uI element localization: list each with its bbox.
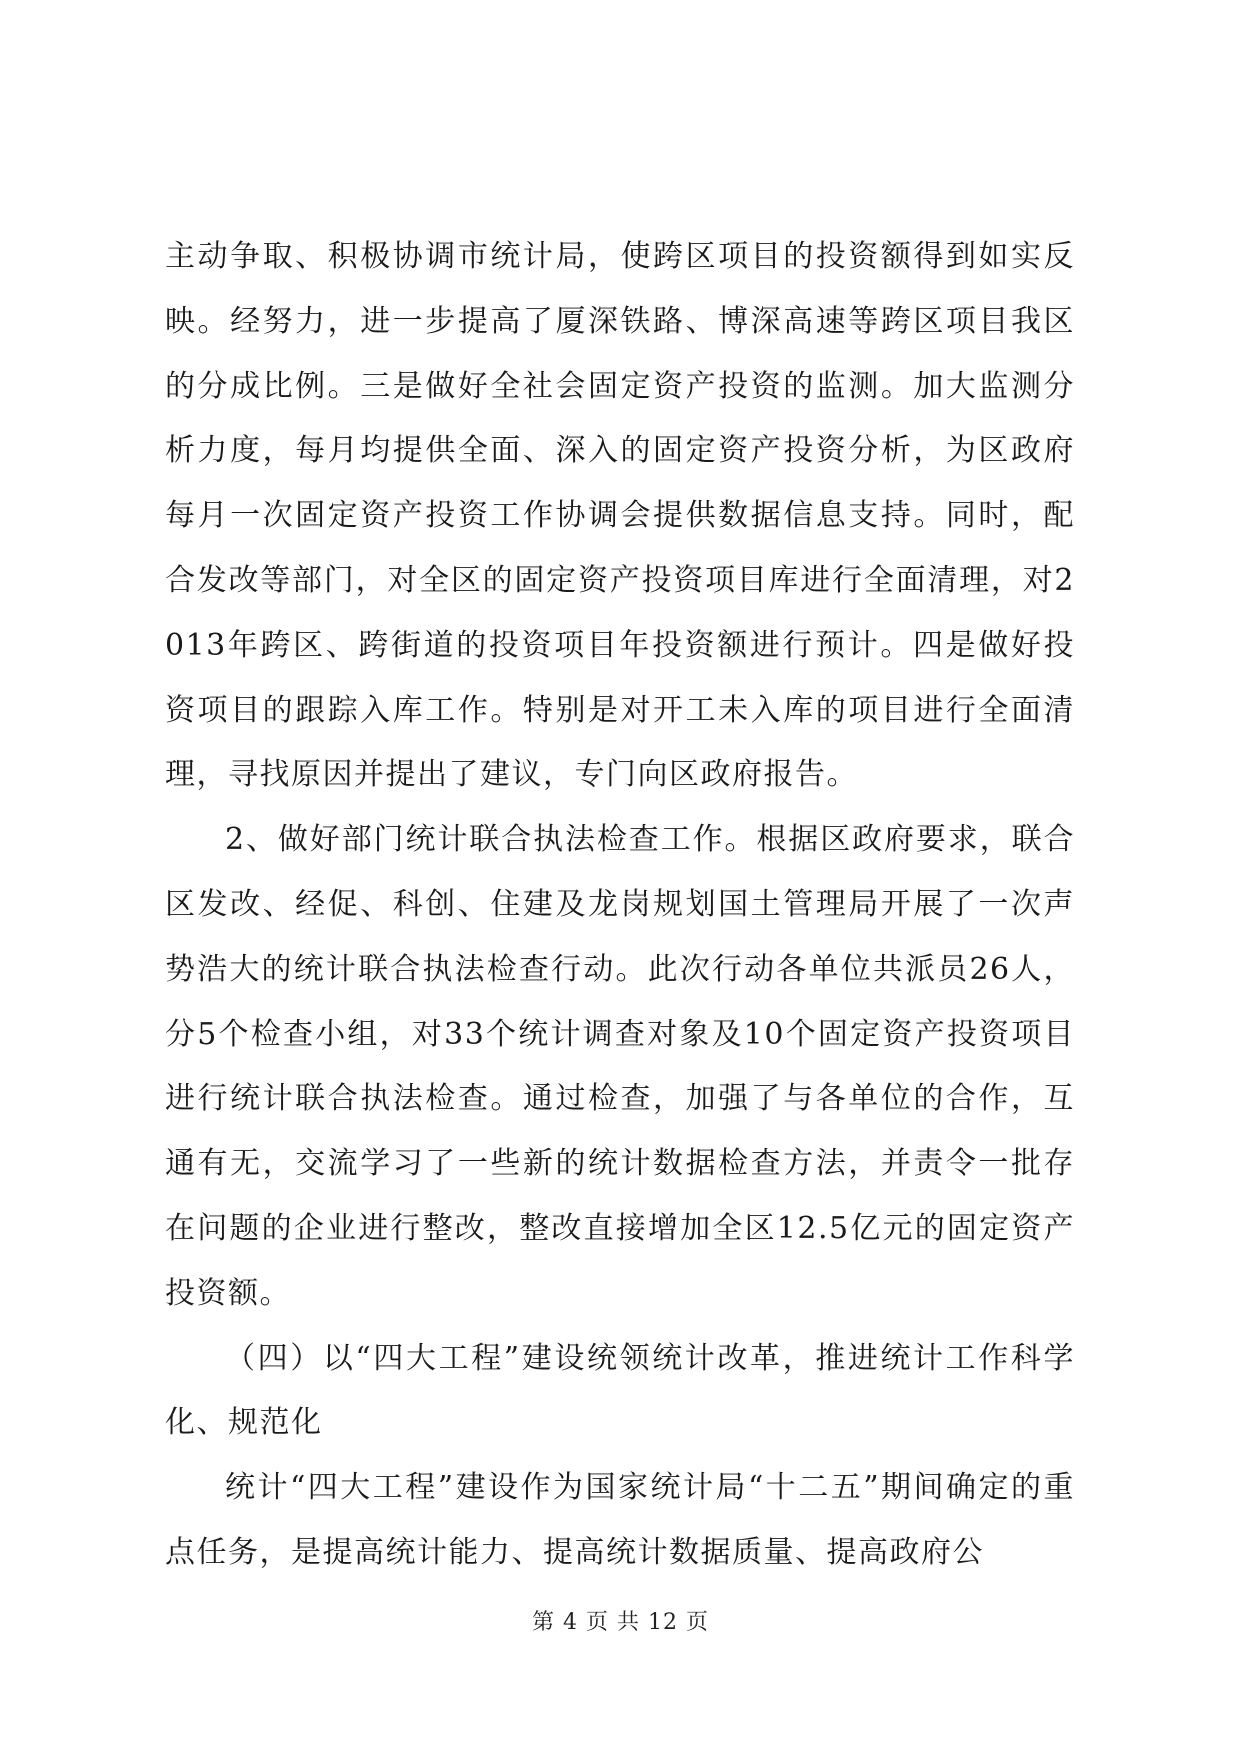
paragraph-2: 2、做好部门统计联合执法检查工作。根据区政府要求，联合区发改、经促、科创、住建及龙岗规划国土管理局开展了一次声势浩大的统计联合执法检查行动。此次行动各单位共派员26人，分5个检查小组，对33个统计调查对象及10个固定资产投资项目进行统计联合执法检查。通过检查，加强了与各单位的合作，互通有无，交流学习了一些新的统计数据检查方法，并责令一批存在问题的企业进行整改，整改直接增加全区12.5亿元的固定资产投资额。 [165,822,1075,1311]
document-body [165,225,1075,1586]
paragraph-1: 主动争取、积极协调市统计局，使跨区项目的投资额得到如实反映。经努力，进一步提高了厦深铁路、博深高速等跨区项目我区的分成比例。三是做好全社会固定资产投资的监测。加大监测分析力度，每月均提供全面、深入的固定资产投资分析，为区政府每月一次固定资产投资工作协调会提供数据信息支持。同时，配合发改等部门，对全区的固定资产投资项目库进行全面清理，对2013年跨区、跨街道的投资项目年投资额进行预计。四是做好投资项目的跟踪入库工作。特别是对开工未入库的项目进行全面清理，寻找原因并提出了建议，专门向区政府报告。 [165,239,1075,793]
page-number-footer: 第 4 页 共 12 页 [532,1610,709,1635]
paragraph-3: 统计“四大工程”建设作为国家统计局“十二五”期间确定的重点任务，是提高统计能力、提高统计数据质量、提高政府公 [165,1470,1075,1570]
section-heading: （四）以“四大工程”建设统领统计改革，推进统计工作科学化、规范化 [165,1340,1075,1441]
